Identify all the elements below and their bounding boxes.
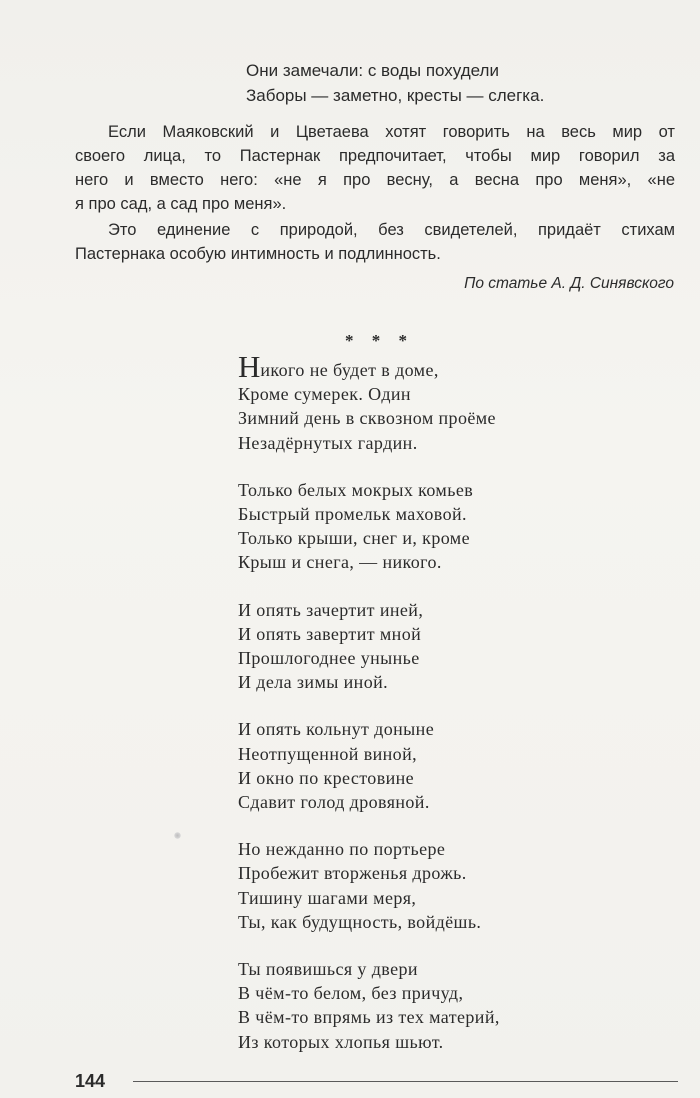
epigraph-line: Они замечали: с воды похудели xyxy=(246,61,499,80)
poem-separator: * * * xyxy=(345,331,414,350)
first-line-text: икого не будет в доме, xyxy=(260,360,439,380)
poem-line: И опять завертит мной xyxy=(238,623,422,644)
epigraph-line: Заборы — заметно, кресты — слегка. xyxy=(246,86,545,105)
poem-line: Из которых хлопья шьют. xyxy=(238,1031,444,1052)
poem-line: Тишину шагами меря, xyxy=(238,887,417,908)
page-number: 144 xyxy=(75,1071,106,1091)
poem-line: Пробежит вторженья дрожь. xyxy=(238,863,467,884)
stanza xyxy=(238,349,500,455)
poem-line: Ты, как будущность, войдёшь. xyxy=(238,911,482,932)
poem-line: Сдавит голод дровяной. xyxy=(238,792,430,813)
stanza xyxy=(238,598,500,695)
poem-line: И окно по крестовине xyxy=(238,767,415,788)
epigraph xyxy=(246,58,544,108)
paragraph-line: своего лица, то Пастернак предпочитает, чтобы мир говорил за xyxy=(75,147,675,165)
poem-line: Незадёрнутых гардин. xyxy=(238,432,418,453)
poem-line: Только крыши, снег и, кроме xyxy=(238,528,470,549)
paragraph-line: него и вместо него: «не я про весну, а весна про меня», «не xyxy=(75,171,675,189)
poem-line: Неотпущенной виной, xyxy=(238,743,417,764)
poem-line: Прошлогоднее унынье xyxy=(238,648,420,669)
poem-line: Ты появишься у двери xyxy=(238,959,418,980)
stanza xyxy=(238,717,500,814)
poem-line: И опять зачертит иней, xyxy=(238,599,424,620)
attribution: По статье А. Д. Синявского xyxy=(464,275,674,292)
stanza xyxy=(238,837,500,934)
poem xyxy=(238,349,500,1077)
poem-line: И опять кольнут доныне xyxy=(238,719,435,740)
paragraph-line: Если Маяковский и Цветаева хотят говорить на весь мир от xyxy=(108,123,675,141)
stanza xyxy=(238,957,500,1054)
article-paragraph xyxy=(75,120,675,216)
poem-line: Только белых мокрых комьев xyxy=(238,479,474,500)
drop-cap: Н xyxy=(238,349,261,384)
poem-line: Кроме сумерек. Один xyxy=(238,384,411,405)
paragraph-line: Пастернака особую интимность и подлинность. xyxy=(75,245,441,263)
poem-line: Крыш и снега, — никого. xyxy=(238,552,442,573)
poem-line: И дела зимы иной. xyxy=(238,672,389,693)
paragraph-line: я про сад, а сад про меня». xyxy=(75,195,287,213)
paper-speck xyxy=(174,832,181,839)
stanza xyxy=(238,478,500,575)
poem-line: Зимний день в сквозном проёме xyxy=(238,408,496,429)
poem-line: Быстрый промельк маховой. xyxy=(238,504,467,525)
footer-rule xyxy=(133,1081,678,1082)
poem-line xyxy=(238,349,500,384)
article-paragraph xyxy=(75,218,675,266)
poem-line: Но нежданно по портьере xyxy=(238,839,446,860)
poem-line: В чём-то впрямь из тех материй, xyxy=(238,1007,500,1028)
paragraph-line: Это единение с природой, без свидетелей, придаёт стихам xyxy=(108,221,675,239)
poem-line: В чём-то белом, без причуд, xyxy=(238,983,464,1004)
